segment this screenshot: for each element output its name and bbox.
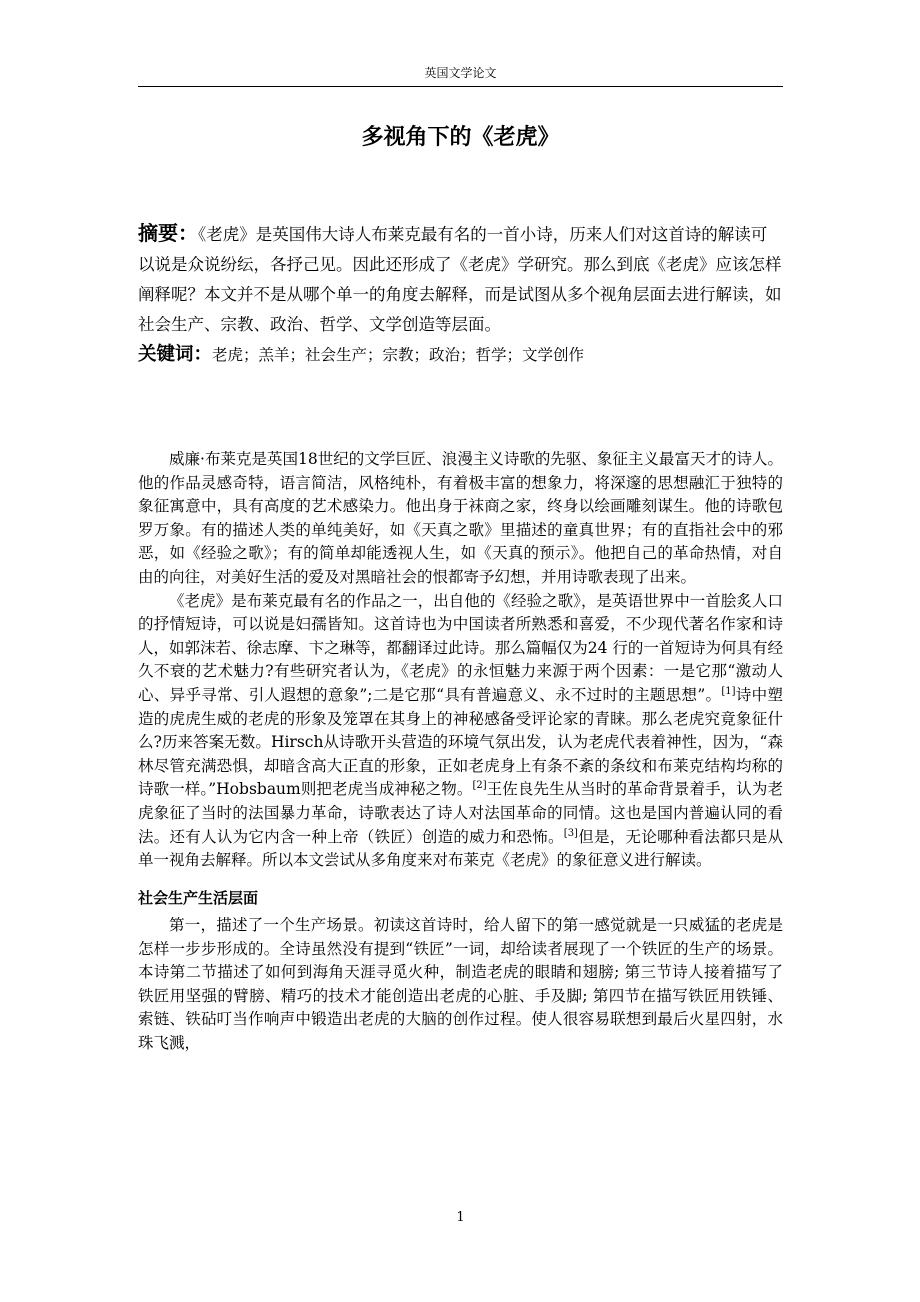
section-body: [138, 914, 783, 1056]
keywords-label: 关键词：: [138, 344, 213, 365]
header-rule: [138, 86, 783, 87]
section-paragraph-1: 第一，描述了一个生产场景。初读这首诗时，给人留下的第一感觉就是一只威猛的老虎是怎样一步步形成的。全诗虽然没有提到“铁匠”一词，却给读者展现了一个铁匠的生产的场景。本诗第二节描述了如何到海角天涯寻觅火种，制造老虎的眼睛和翅膀; 第三节诗人接着描写了铁匠用坚强的臂膀、精巧的技术才能创造出老虎的心脏、手及脚; 第四节在描写铁匠用铁锤、索链、铁砧叮当作响声中锻造出老虎的大脑的创作过程。使人很容易联想到最后火星四射，水珠飞溅，: [138, 916, 783, 1052]
abstract-label: 摘要：: [138, 221, 198, 245]
paragraph-2-part-d: 但是，无论哪种看法都只是从单一视角去解释。所以本文尝试从多角度来对布莱克《老虎》的象征意义进行解读。: [138, 827, 783, 870]
citation-3: [3]: [563, 827, 578, 839]
paragraph-2-part-a: 《老虎》是布莱克最有名的作品之一，出自他的《经验之歌》，是英语世界中一首脍炙人口的抒情短诗，可以说是妇孺皆知。这首诗也为中国读者所熟悉和喜爱，不少现代著名作家和诗人，如郭沫若、徐志摩、卞之琳等，都翻译过此诗。那么篇幅仅为24 行的一首短诗为何具有经久不衰的艺术魅力?有些研究者认为，《老虎》的永恒魅力来源于两个因素：一是它那“激动人心、异乎寻常、引人遐想的意象”;二是它那“具有普遍意义、永不过时的主题思想”。: [138, 591, 783, 704]
citation-2: [2]: [472, 780, 487, 792]
running-header: 英国文学论文: [424, 66, 497, 80]
intro-paragraph-1: 威廉·布莱克是英国18世纪的文学巨匠、浪漫主义诗歌的先驱、象征主义最富天才的诗人。他的作品灵感奇特，语言简洁，风格纯朴，有着极丰富的想象力，将深邃的思想融汇于独特的象征寓意中，具有高度的艺术感染力。他出身于袜商之家，终身以绘画雕刻谋生。他的诗歌包罗万象。有的描述人类的单纯美好，如《天真之歌》里描述的童真世界；有的直指社会中的邪恶，如《经验之歌》；有的简单却能透视人生，如《天真的预示》。他把自己的革命热情，对自由的向往，对美好生活的爱及对黑暗社会的恨都寄予幻想，并用诗歌表现了出来。: [138, 450, 783, 586]
intro-body: [138, 448, 783, 873]
paragraph-2-part-b: 诗中塑造的虎虎生威的老虎的形象及笼罩在其身上的神秘感备受评论家的青睐。那么老虎究竟象征什么?历来答案无数。Hirsch从诗歌开头营造的环境气氛出发，认为老虎代表着神性，因为，“森林尽管充满恐惧，却暗含高大正直的形象，正如老虎身上有条不紊的条纹和布莱克结构均称的诗歌一样。”Hobsbaum则把老虎当成神秘之物。: [138, 685, 783, 799]
keywords-block: [138, 340, 783, 370]
paper-title: 多视角下的《老虎》: [361, 125, 560, 150]
keywords-text: 老虎；羔羊；社会生产；宗教；政治；哲学；文学创作: [212, 346, 585, 364]
abstract-text: 《老虎》是英国伟大诗人布莱克最有名的一首小诗，历来人们对这首诗的解读可以说是众说纷纭，各抒己见。因此还形成了《老虎》学研究。那么到底《老虎》应该怎样阐释呢？本文并不是从哪个单一的角度去解释，而是试图从多个视角层面去进行解读，如社会生产、宗教、政治、哲学、文学创造等层面。: [138, 225, 782, 334]
intro-paragraph-2: [138, 590, 783, 873]
citation-1: [1]: [721, 685, 736, 697]
page-number: 1: [456, 1210, 465, 1225]
paragraph-2-part-c: 王佐良先生从当时的革命背景着手，认为老虎象征了当时的法国暴力革命，诗歌表达了诗人对法国革命的同情。这也是国内普遍认同的看法。还有人认为它内含一种上帝（铁匠）创造的威力和恐怖。: [138, 780, 783, 846]
section-heading: 社会生产生活层面: [138, 889, 259, 907]
abstract-block: [138, 218, 783, 340]
